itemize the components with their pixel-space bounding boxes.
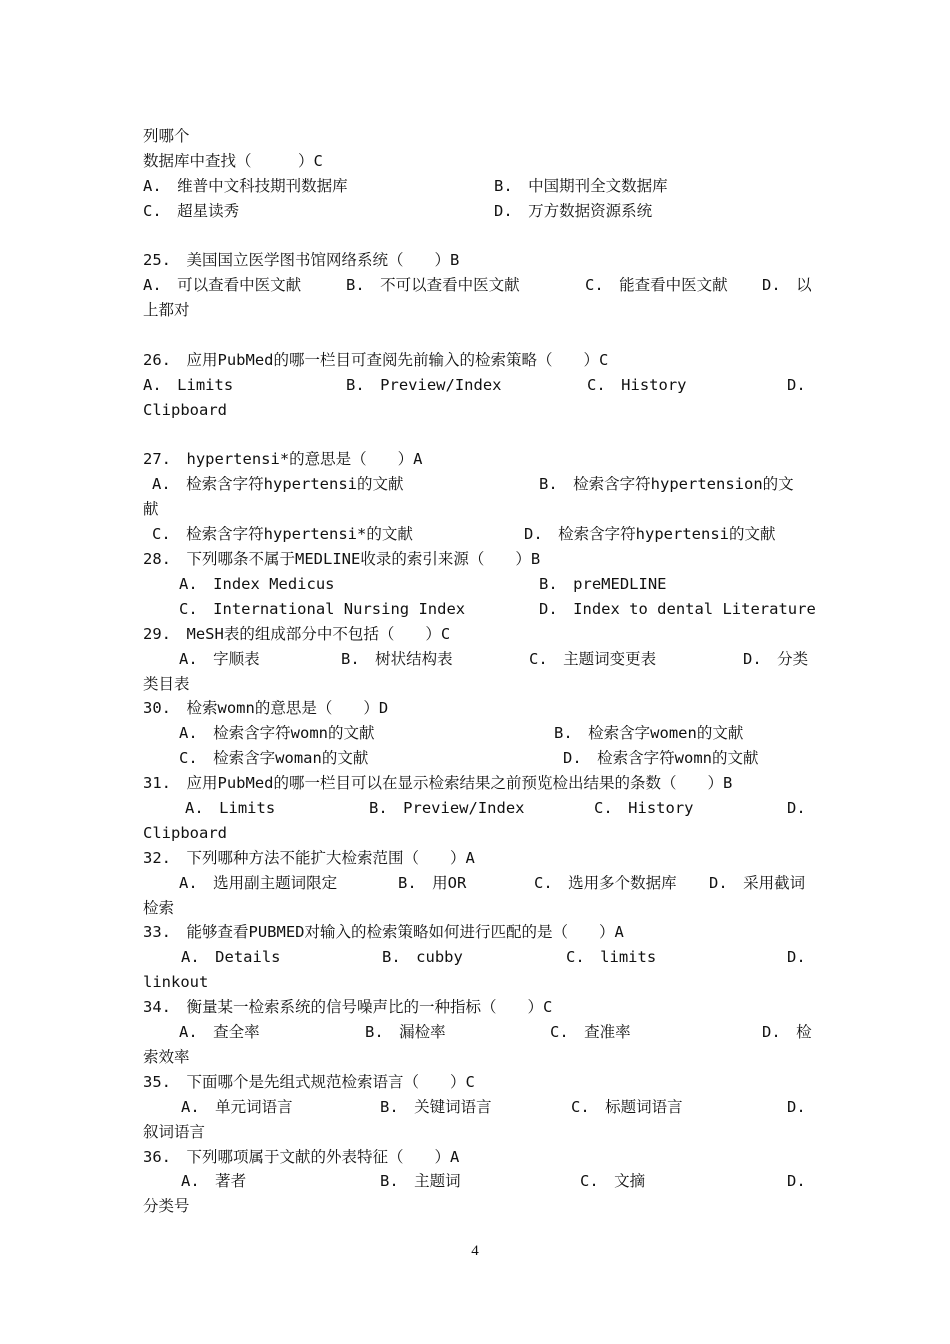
question-29: 29. MeSH表的组成部分中不包括（ ）C [143, 625, 451, 643]
option-36-d: D. [787, 1172, 806, 1190]
option-30-b: B. 检索含字women的文献 [554, 724, 744, 742]
option-25-a: A. 可以查看中医文献 [143, 276, 302, 294]
option-36-b: B. 主题词 [380, 1172, 461, 1190]
option-24-c: C. 超星读秀 [143, 202, 240, 220]
option-32-b: B. 用OR [398, 874, 467, 892]
question-35: 35. 下面哪个是先组式规范检索语言（ ）C [143, 1073, 475, 1091]
option-26-d-wrap: Clipboard [143, 401, 227, 419]
option-27-c: C. 检索含字符hypertensi*的文献 [152, 525, 413, 543]
option-34-a: A. 查全率 [179, 1023, 260, 1041]
question-24-stem: 数据库中查找（ ）C [143, 152, 323, 170]
option-25-d: D. 以 [762, 276, 812, 294]
option-34-b: B. 漏检率 [365, 1023, 446, 1041]
option-33-d: D. [787, 948, 806, 966]
option-31-c: C. History [594, 799, 694, 817]
option-29-d-wrap: 类目表 [143, 675, 190, 693]
option-30-c: C. 检索含字woman的文献 [179, 749, 369, 767]
option-35-a: A. 单元词语言 [181, 1098, 293, 1116]
option-31-d-wrap: Clipboard [143, 824, 227, 842]
question-25: 25. 美国国立医学图书馆网络系统（ ）B [143, 251, 460, 269]
option-30-a: A. 检索含字符womn的文献 [179, 724, 375, 742]
option-24-a: A. 维普中文科技期刊数据库 [143, 177, 348, 195]
option-24-d: D. 万方数据资源系统 [494, 202, 653, 220]
option-25-b: B. 不可以查看中医文献 [346, 276, 520, 294]
option-29-a: A. 字顺表 [179, 650, 260, 668]
option-28-b: B. preMEDLINE [539, 575, 667, 593]
option-36-d-wrap: 分类号 [143, 1197, 190, 1215]
question-26: 26. 应用PubMed的哪一栏目可查阅先前输入的检索策略（ ）C [143, 351, 609, 369]
option-32-d-wrap: 检索 [143, 899, 175, 917]
option-33-a: A. Details [181, 948, 281, 966]
question-24-continuation: 列哪个 [143, 127, 190, 145]
option-25-d-wrap: 上都对 [143, 301, 190, 319]
option-34-c: C. 查准率 [550, 1023, 631, 1041]
option-28-c: C. International Nursing Index [179, 600, 466, 618]
option-30-d: D. 检索含字符womn的文献 [563, 749, 759, 767]
option-36-a: A. 著者 [181, 1172, 247, 1190]
option-32-c: C. 选用多个数据库 [534, 874, 677, 892]
option-28-a: A. Index Medicus [179, 575, 335, 593]
option-26-c: C. History [587, 376, 687, 394]
option-35-b: B. 关键词语言 [380, 1098, 492, 1116]
option-24-b: B. 中国期刊全文数据库 [494, 177, 668, 195]
option-35-c: C. 标题词语言 [571, 1098, 683, 1116]
option-27-a: A. 检索含字符hypertensi的文献 [152, 475, 404, 493]
option-35-d-wrap: 叙词语言 [143, 1123, 206, 1141]
option-32-d: D. 采用截词 [709, 874, 806, 892]
option-34-d-wrap: 索效率 [143, 1048, 190, 1066]
option-27-b-wrap: 献 [143, 500, 159, 518]
option-25-c: C. 能查看中医文献 [585, 276, 728, 294]
option-32-a: A. 选用副主题词限定 [179, 874, 338, 892]
question-28: 28. 下列哪条不属于MEDLINE收录的索引来源（ ）B [143, 550, 541, 568]
option-36-c: C. 文摘 [580, 1172, 646, 1190]
option-31-d: D. [787, 799, 806, 817]
option-27-d: D. 检索含字符hypertensi的文献 [524, 525, 776, 543]
option-29-b: B. 树状结构表 [341, 650, 453, 668]
option-27-b: B. 检索含字符hypertension的文 [539, 475, 794, 493]
option-29-c: C. 主题词变更表 [529, 650, 657, 668]
option-29-d: D. 分类 [743, 650, 809, 668]
option-33-c: C. limits [566, 948, 657, 966]
option-33-d-wrap: linkout [143, 973, 209, 991]
question-36: 36. 下列哪项属于文献的外表特征（ ）A [143, 1148, 460, 1166]
option-31-a: A. Limits [185, 799, 276, 817]
option-26-d: D. [787, 376, 806, 394]
question-32: 32. 下列哪种方法不能扩大检索范围（ ）A [143, 849, 475, 867]
question-31: 31. 应用PubMed的哪一栏目可以在显示检索结果之前预览检出结果的条数（ ）B [143, 774, 733, 792]
page-number: 4 [471, 1243, 479, 1259]
question-34: 34. 衡量某一检索系统的信号噪声比的一种指标（ ）C [143, 998, 553, 1016]
question-30: 30. 检索womn的意思是（ ）D [143, 699, 389, 717]
option-34-d: D. 检 [762, 1023, 812, 1041]
option-33-b: B. cubby [382, 948, 463, 966]
option-35-d: D. [787, 1098, 806, 1116]
question-27: 27. hypertensi*的意思是（ ）A [143, 450, 423, 468]
option-26-a: A. Limits [143, 376, 234, 394]
question-33: 33. 能够查看PUBMED对输入的检索策略如何进行匹配的是（ ）A [143, 923, 624, 941]
option-26-b: B. Preview/Index [346, 376, 502, 394]
option-31-b: B. Preview/Index [369, 799, 525, 817]
option-28-d: D. Index to dental Literature [539, 600, 816, 618]
